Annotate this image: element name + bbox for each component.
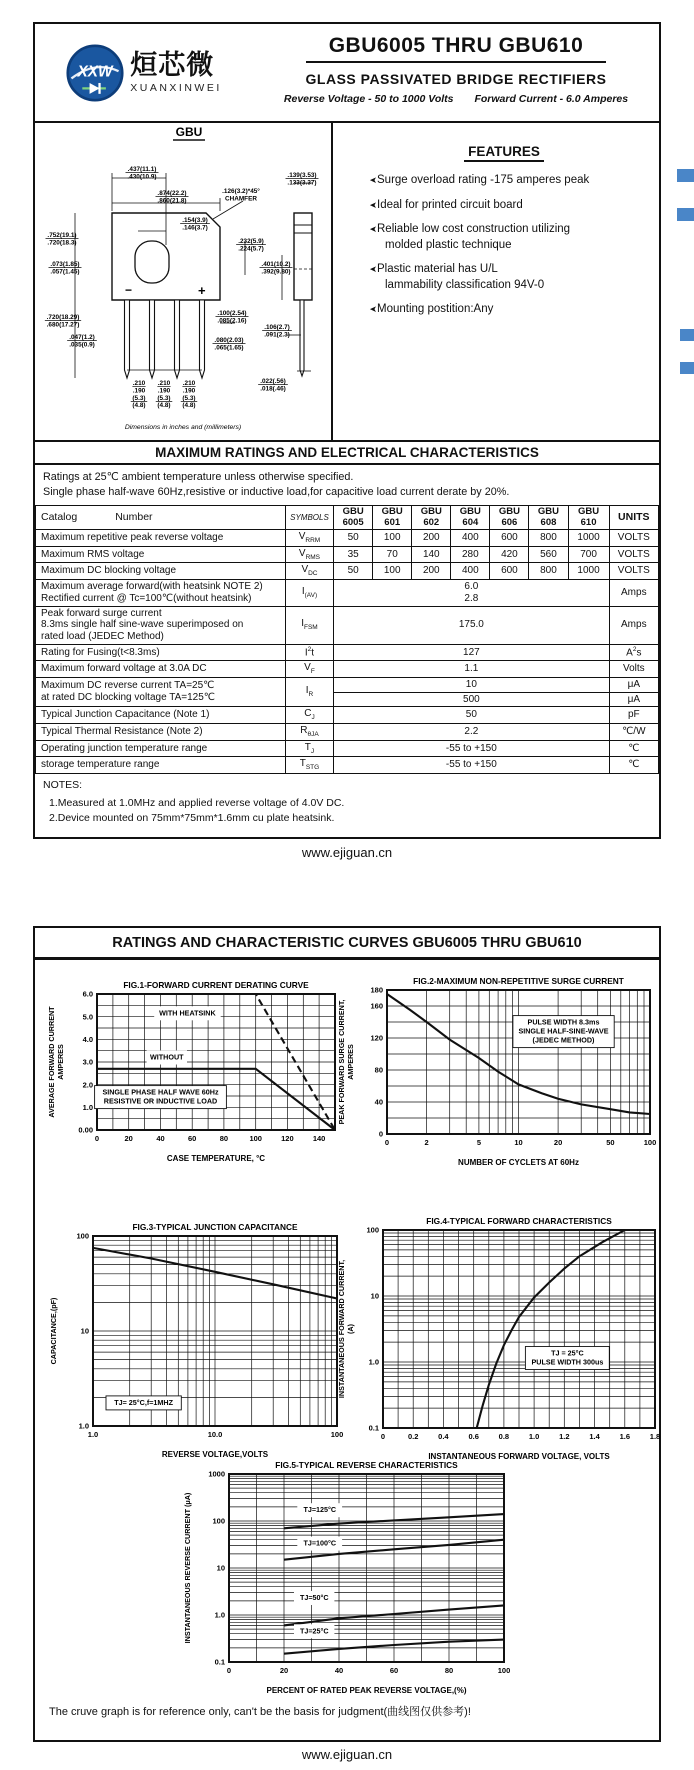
svg-text:(A): (A)	[346, 1324, 355, 1335]
row-unit: Volts	[609, 661, 658, 678]
row-value: 1000	[568, 563, 609, 580]
row-symbol: $T_{STG}$	[285, 757, 333, 774]
svg-text:10: 10	[80, 1326, 89, 1336]
row-symbol: $V_F$	[285, 661, 333, 678]
row-unit: $A^2s$	[609, 644, 658, 660]
svg-text:0.6: 0.6	[468, 1432, 479, 1442]
row-unit: VOLTS	[609, 530, 658, 547]
row-symbol: $C_J$	[285, 707, 333, 724]
table-row	[36, 740, 659, 757]
table-row	[36, 606, 659, 644]
plus-terminal-mark: +	[198, 283, 206, 298]
svg-text:60: 60	[188, 1134, 197, 1144]
row-label: Rating for Fusing(t<8.3ms)	[36, 644, 286, 660]
table-row	[36, 546, 659, 563]
row-unit: Amps	[609, 606, 658, 644]
svg-text:.720(18.3): .720(18.3)	[47, 239, 77, 247]
notes-title: NOTES:	[43, 778, 83, 791]
svg-text:60: 60	[389, 1666, 399, 1676]
highlight-artifact	[677, 169, 694, 182]
features-list	[359, 173, 649, 318]
website-link-bottom[interactable]: www.ejiguan.cn	[301, 1747, 393, 1763]
feature-item: ➤ Plastic material has U/L lammability classification 94V-0	[359, 262, 649, 293]
row-value: 560	[529, 546, 568, 563]
row-label: Maximum average forward(with heatsink NOTE 2) Rectified current @ Tc=100℃(without heatsink)	[36, 579, 286, 606]
svg-text:AVERAGE FORWARD CURRENT: AVERAGE FORWARD CURRENT	[47, 1006, 56, 1118]
curves-section-title: RATINGS AND CHARACTERISTIC CURVES GBU6005 THRU GBU610	[35, 928, 659, 960]
ratings-condition-line2: Single phase half-wave 60Hz,resistive or inductive load,for capacitive load current derate by 20%.	[43, 485, 510, 498]
col-header-symbols: SYMBOLS	[285, 506, 333, 530]
svg-text:INSTANTANEOUS FORWARD VOLTAGE,: INSTANTANEOUS FORWARD VOLTAGE, VOLTS	[428, 1452, 610, 1462]
svg-text:0.1: 0.1	[214, 1657, 225, 1667]
svg-text:.190: .190	[182, 387, 196, 395]
svg-text:.085(2.16): .085(2.16)	[217, 317, 247, 325]
svg-text:160: 160	[370, 1001, 383, 1011]
svg-text:100: 100	[249, 1134, 262, 1144]
svg-text:2.0: 2.0	[82, 1080, 93, 1090]
row-value: -55 to +150	[334, 757, 609, 774]
table-row	[36, 644, 659, 660]
row-symbol: $I_R$	[285, 677, 333, 707]
feature-item: ➤ Ideal for printed circuit board	[359, 198, 649, 214]
features-panel	[333, 123, 659, 440]
arrow-bullet-icon: ➤	[369, 304, 377, 315]
svg-text:100: 100	[212, 1516, 225, 1526]
svg-text:0: 0	[94, 1134, 100, 1144]
row-label: Maximum forward voltage at 3.0A DC	[36, 661, 286, 678]
svg-text:1.8: 1.8	[649, 1432, 661, 1442]
svg-text:INSTANTANEOUS REVERSE CURRENT: INSTANTANEOUS REVERSE CURRENT (μA)	[183, 1492, 192, 1644]
svg-text:NUMBER OF CYCLETS AT 60Hz: NUMBER OF CYCLETS AT 60Hz	[458, 1158, 579, 1168]
svg-text:100: 100	[330, 1430, 344, 1440]
svg-text:(4.8): (4.8)	[132, 402, 146, 410]
svg-text:.752(19.1): .752(19.1)	[47, 232, 77, 239]
row-value: 420	[490, 546, 529, 563]
svg-text:.154(3.9): .154(3.9)	[182, 217, 208, 224]
svg-text:20: 20	[553, 1138, 563, 1148]
ratings-banner: MAXIMUM RATINGS AND ELECTRICAL CHARACTERISTICS	[35, 440, 659, 465]
svg-text:AMPERES: AMPERES	[56, 1044, 65, 1080]
svg-text:CASE TEMPERATURE, °C: CASE TEMPERATURE, °C	[166, 1154, 266, 1164]
svg-text:.190: .190	[132, 387, 146, 395]
table-row	[36, 757, 659, 774]
svg-text:10: 10	[370, 1291, 379, 1301]
highlight-artifact	[680, 362, 694, 374]
svg-text:6.0: 6.0	[82, 989, 93, 999]
svg-text:TJ = 25°C: TJ = 25°C	[551, 1348, 584, 1358]
svg-text:1.6: 1.6	[619, 1432, 631, 1442]
row-value: 100	[373, 530, 412, 547]
svg-text:80: 80	[219, 1134, 229, 1144]
svg-text:5.0: 5.0	[82, 1012, 93, 1022]
table-row	[36, 661, 659, 678]
svg-text:.106(2.7): .106(2.7)	[264, 324, 290, 331]
dimension-lines	[75, 173, 312, 378]
ratings-conditions	[35, 465, 659, 505]
row-value: 600	[490, 530, 529, 547]
arrow-bullet-icon: ➤	[369, 199, 377, 210]
feature-item: ➤ Reliable low cost construction utilizing molded plastic technique	[359, 222, 649, 253]
row-unit: VOLTS	[609, 563, 658, 580]
drawing-caption: Dimensions in inches and (millimeters)	[124, 424, 242, 431]
row-label: storage temperature range	[36, 757, 286, 774]
package-name: GBU	[175, 125, 203, 139]
svg-text:100: 100	[497, 1666, 511, 1676]
svg-text:10: 10	[514, 1138, 523, 1148]
svg-text:0: 0	[378, 1129, 383, 1139]
svg-text:RESISTIVE OR INDUCTIVE LOAD: RESISTIVE OR INDUCTIVE LOAD	[103, 1096, 218, 1106]
svg-text:.430(10.9): .430(10.9)	[127, 173, 157, 181]
row-label: Peak forward surge current 8.3ms single half sine-wave superimposed on rated load (JEDEC Method)	[36, 606, 286, 644]
svg-text:TJ=125°C: TJ=125°C	[303, 1505, 337, 1515]
svg-text:10: 10	[216, 1563, 225, 1573]
svg-text:WITHOUT: WITHOUT	[150, 1052, 184, 1062]
svg-text:.860(21.8): .860(21.8)	[157, 197, 187, 205]
row-symbol: $I_{(AV)}$	[285, 579, 333, 606]
svg-text:10.0: 10.0	[207, 1430, 223, 1440]
row-value: 200	[412, 530, 451, 547]
table-row	[36, 677, 659, 692]
row-value: 400	[451, 530, 490, 547]
col-header-part: GBU 606	[490, 506, 529, 530]
row-value: 35	[334, 546, 373, 563]
svg-text:120: 120	[281, 1134, 294, 1144]
row-value: 800	[529, 530, 568, 547]
svg-text:180: 180	[370, 985, 383, 995]
row-value: 280	[451, 546, 490, 563]
svg-text:.874(22.2): .874(22.2)	[157, 190, 187, 197]
row-symbol: $V_{RMS}$	[285, 546, 333, 563]
electrical-characteristics-table	[35, 505, 659, 774]
svg-text:WITH HEATSINK: WITH HEATSINK	[159, 1008, 216, 1018]
svg-text:(4.8): (4.8)	[182, 402, 196, 410]
svg-text:80: 80	[374, 1065, 383, 1075]
row-value: 600	[490, 563, 529, 580]
svg-text:0: 0	[380, 1432, 386, 1442]
svg-text:.091(2.3): .091(2.3)	[264, 331, 290, 339]
svg-text:.210: .210	[132, 380, 146, 387]
svg-text:1.2: 1.2	[559, 1432, 570, 1442]
svg-text:.210: .210	[157, 380, 171, 387]
svg-text:.680(17.27): .680(17.27)	[46, 321, 80, 329]
datasheet	[0, 22, 694, 1762]
figure-3-junction-capacitance	[47, 1220, 347, 1467]
row-label: Operating junction temperature range	[36, 740, 286, 757]
table-row	[36, 579, 659, 606]
row-value: 500	[334, 692, 609, 707]
svg-text:0: 0	[226, 1666, 232, 1676]
feature-item: ➤ Mounting postition:Any	[359, 302, 649, 318]
svg-text:PULSE WIDTH 300us: PULSE WIDTH 300us	[531, 1357, 604, 1367]
page-1	[33, 22, 661, 839]
row-symbol: $I^2t$	[285, 644, 333, 660]
company-logo	[35, 24, 253, 121]
svg-text:TJ=100°C: TJ=100°C	[303, 1538, 337, 1548]
row-value: -55 to +150	[334, 740, 609, 757]
svg-text:.133(3.37): .133(3.37)	[287, 179, 317, 187]
svg-text:FIG.5-TYPICAL REVERSE CHARACTE: FIG.5-TYPICAL REVERSE CHARACTERISTICS	[275, 1460, 458, 1471]
svg-text:.437(11.1): .437(11.1)	[127, 166, 157, 173]
note-1: 1.Measured at 1.0MHz and applied reverse voltage of 4.0V DC.	[49, 796, 345, 809]
row-value: 6.0 2.8	[334, 579, 609, 606]
svg-text:.080(2.03): .080(2.03)	[214, 337, 244, 344]
row-value: 50	[334, 563, 373, 580]
svg-text:(5.3): (5.3)	[182, 394, 196, 402]
svg-text:SINGLE HALF-SINE-WAVE: SINGLE HALF-SINE-WAVE	[518, 1026, 609, 1036]
table-row	[36, 530, 659, 547]
svg-text:.100(2.54): .100(2.54)	[217, 310, 247, 317]
svg-text:.073(1.85): .073(1.85)	[50, 261, 80, 268]
col-header-part: GBU 6005	[334, 506, 373, 530]
svg-text:REVERSE VOLTAGE,VOLTS: REVERSE VOLTAGE,VOLTS	[161, 1450, 269, 1460]
svg-text:(5.3): (5.3)	[132, 394, 146, 402]
svg-text:3.0: 3.0	[82, 1057, 93, 1067]
features-title: FEATURES	[464, 144, 544, 162]
row-value: 127	[334, 644, 609, 660]
row-symbol: $V_{DC}$	[285, 563, 333, 580]
svg-text:0.4: 0.4	[438, 1432, 449, 1442]
row-value: 50	[334, 530, 373, 547]
svg-text:20: 20	[124, 1134, 133, 1144]
svg-text:0.2: 0.2	[407, 1432, 419, 1442]
page-2	[33, 926, 661, 1742]
col-header-part: GBU 604	[451, 506, 490, 530]
svg-text:100: 100	[643, 1138, 657, 1148]
svg-text:.401(10.2): .401(10.2)	[261, 261, 291, 268]
ratings-condition-line1: Ratings at 25℃ ambient temperature unless otherwise specified.	[43, 471, 354, 483]
svg-text:.065(1.65): .065(1.65)	[214, 344, 244, 352]
ratings-tagline	[253, 93, 659, 105]
svg-text:FIG.4-TYPICAL FORWARD CHARACTE: FIG.4-TYPICAL FORWARD CHARACTERISTICS	[426, 1216, 612, 1227]
svg-text:CHAMFER: CHAMFER	[225, 195, 257, 203]
disclaimer-text: The cruve graph is for reference only, can't be the basis for judgment(曲线图仅供参考)!	[49, 1706, 471, 1719]
svg-text:TJ=50°C: TJ=50°C	[299, 1593, 329, 1603]
minus-terminal-mark: −	[125, 283, 133, 297]
svg-text:.392(9.80): .392(9.80)	[261, 268, 291, 276]
svg-text:(4.8): (4.8)	[157, 402, 171, 410]
svg-text:PEAK FORWARD SURGE CURRENT,: PEAK FORWARD SURGE CURRENT,	[337, 999, 346, 1125]
row-unit: pF	[609, 707, 658, 724]
col-header-part: GBU 601	[373, 506, 412, 530]
product-family-title: GLASS PASSIVATED BRIDGE RECTIFIERS	[305, 71, 607, 87]
svg-text:.035(0.9): .035(0.9)	[69, 341, 95, 349]
header-titles	[253, 24, 659, 121]
forward-current-rating: Forward Current - 6.0 Amperes	[474, 93, 629, 105]
svg-text:.190: .190	[157, 387, 171, 395]
svg-text:FIG.1-FORWARD CURRENT DERATING: FIG.1-FORWARD CURRENT DERATING CURVE	[123, 980, 309, 991]
svg-text:40: 40	[156, 1134, 165, 1144]
highlight-artifact	[680, 329, 694, 341]
table-row	[36, 707, 659, 724]
svg-text:50: 50	[606, 1138, 615, 1148]
figure-5-reverse-characteristics	[181, 1458, 516, 1703]
svg-text:20: 20	[279, 1666, 289, 1676]
row-value: 700	[568, 546, 609, 563]
svg-text:0.1: 0.1	[368, 1423, 379, 1433]
svg-text:.139(3.53): .139(3.53)	[287, 172, 317, 179]
svg-text:1.4: 1.4	[589, 1432, 600, 1442]
svg-text:FIG.2-MAXIMUM NON-REPETITIVE: FIG.2-MAXIMUM NON-REPETITIVE SURGE CURRENT	[413, 976, 624, 987]
svg-text:AMPERES: AMPERES	[346, 1044, 355, 1080]
row-value: 140	[412, 546, 451, 563]
arrow-bullet-icon: ➤	[369, 224, 377, 235]
svg-text:CAPACITANCE,(pF): CAPACITANCE,(pF)	[49, 1297, 58, 1365]
figure-1-forward-current-derating	[45, 978, 345, 1171]
row-label: Maximum RMS voltage	[36, 546, 286, 563]
svg-text:4.0: 4.0	[82, 1035, 93, 1045]
col-header-part: GBU 610	[568, 506, 609, 530]
svg-text:.232(5.9): .232(5.9)	[238, 238, 264, 245]
row-unit: μA	[609, 677, 658, 692]
row-unit: Amps	[609, 579, 658, 606]
row-value: 400	[451, 563, 490, 580]
package-outline-drawing	[35, 123, 331, 435]
col-header-part: GBU 608	[529, 506, 568, 530]
row-value: 2.2	[334, 723, 609, 740]
svg-text:.224(5.7): .224(5.7)	[238, 245, 264, 253]
table-row	[36, 563, 659, 580]
title-underline	[306, 61, 606, 63]
arrow-bullet-icon: ➤	[369, 175, 377, 185]
row-unit: ℃	[609, 757, 658, 774]
row-label: Maximum repetitive peak reverse voltage	[36, 530, 286, 547]
svg-text:0: 0	[384, 1138, 390, 1148]
svg-text:.720(18.29): .720(18.29)	[46, 314, 80, 321]
svg-text:80: 80	[444, 1666, 454, 1676]
package-body-side	[294, 213, 312, 376]
logo-icon	[66, 44, 124, 102]
row-value: 10	[334, 677, 609, 692]
col-header-catalog: Catalog Number	[36, 506, 286, 530]
svg-text:100: 100	[76, 1231, 89, 1241]
row-label: Typical Junction Capacitance (Note 1)	[36, 707, 286, 724]
svg-text:0.8: 0.8	[498, 1432, 510, 1442]
company-name-en: XUANXINWEI	[130, 81, 222, 94]
svg-text:5: 5	[476, 1138, 481, 1148]
svg-text:140: 140	[312, 1134, 326, 1144]
notes-section	[35, 774, 659, 837]
svg-text:(5.3): (5.3)	[157, 394, 171, 402]
header	[35, 24, 659, 123]
svg-text:PERCENT OF RATED PEAK REVERSE: PERCENT OF RATED PEAK REVERSE VOLTAGE,(%)	[266, 1686, 467, 1696]
svg-text:.126(3.2)*45°: .126(3.2)*45°	[222, 188, 260, 195]
svg-text:TJ= 25°C,f=1MHZ: TJ= 25°C,f=1MHZ	[114, 1398, 173, 1408]
part-number-title: GBU6005 THRU GBU610	[328, 34, 584, 57]
package-drawing	[35, 123, 333, 440]
website-link[interactable]: www.ejiguan.cn	[301, 845, 393, 861]
dimension-labels	[45, 166, 319, 409]
svg-text:0.00: 0.00	[78, 1125, 93, 1135]
row-value: 800	[529, 563, 568, 580]
reverse-voltage-range: Reverse Voltage - 50 to 1000 Volts	[283, 93, 454, 105]
svg-text:.210: .210	[182, 380, 196, 387]
row-label: Maximum DC blocking voltage	[36, 563, 286, 580]
svg-text:(JEDEC METHOD): (JEDEC METHOD)	[532, 1035, 595, 1045]
svg-text:1.0: 1.0	[87, 1430, 99, 1440]
row-symbol: $I_{FSM}$	[285, 606, 333, 644]
row-value: 1.1	[334, 661, 609, 678]
svg-text:.057(1.45): .057(1.45)	[50, 268, 80, 276]
package-leads	[125, 300, 205, 378]
row-value: 1000	[568, 530, 609, 547]
col-header-units: UNITS	[609, 506, 658, 530]
row-value: 100	[373, 563, 412, 580]
col-header-part: GBU 602	[412, 506, 451, 530]
row-symbol: $T_J$	[285, 740, 333, 757]
table-row	[36, 723, 659, 740]
svg-text:40: 40	[374, 1097, 383, 1107]
row-unit: VOLTS	[609, 546, 658, 563]
svg-text:TJ=25°C: TJ=25°C	[299, 1626, 329, 1636]
svg-text:120: 120	[370, 1033, 383, 1043]
row-value: 175.0	[334, 606, 609, 644]
row-unit: μA	[609, 692, 658, 707]
row-unit: ℃	[609, 740, 658, 757]
svg-text:PULSE WIDTH 8.3ms: PULSE WIDTH 8.3ms	[527, 1017, 600, 1027]
drawing-and-features	[35, 123, 659, 440]
svg-text:1.0: 1.0	[528, 1432, 540, 1442]
svg-text:1000: 1000	[208, 1469, 225, 1479]
note-2: 2.Device mounted on 75mm*75mm*1.6mm cu plate heatsink.	[49, 812, 335, 825]
svg-text:SINGLE PHASE HALF WAVE 60Hz: SINGLE PHASE HALF WAVE 60Hz	[102, 1087, 219, 1097]
svg-text:XXW: XXW	[77, 63, 113, 81]
svg-text:100: 100	[366, 1225, 379, 1235]
figure-2-surge-current	[335, 974, 660, 1175]
company-name-cn: 烜芯微	[130, 49, 215, 80]
svg-text:.018(.46): .018(.46)	[260, 385, 286, 393]
table-header-row	[36, 506, 659, 530]
feature-item: ➤ Surge overload rating -175 amperes peak	[359, 173, 649, 189]
svg-text:.146(3.7): .146(3.7)	[182, 224, 208, 232]
figure-4-forward-characteristics	[335, 1214, 667, 1469]
svg-text:.022(.56): .022(.56)	[260, 378, 286, 385]
row-symbol: $R_{\theta JA}$	[285, 723, 333, 740]
svg-text:1.0: 1.0	[78, 1421, 89, 1431]
svg-text:40: 40	[334, 1666, 344, 1676]
arrow-bullet-icon: ➤	[369, 264, 377, 275]
row-unit: ℃/W	[609, 723, 658, 740]
svg-text:1.0: 1.0	[368, 1357, 379, 1367]
svg-text:2: 2	[424, 1138, 429, 1148]
highlight-artifact	[677, 208, 694, 221]
row-value: 200	[412, 563, 451, 580]
svg-text:INSTANTANEOUS FORWARD CURRENT,: INSTANTANEOUS FORWARD CURRENT,	[337, 1260, 346, 1399]
svg-text:1.0: 1.0	[214, 1610, 225, 1620]
row-symbol: $V_{RRM}$	[285, 530, 333, 547]
row-label: Typical Thermal Resistance (Note 2)	[36, 723, 286, 740]
svg-text:.047(1.2): .047(1.2)	[69, 334, 95, 341]
row-value: 70	[373, 546, 412, 563]
row-label: Maximum DC reverse current TA=25℃ at rated DC blocking voltage TA=125℃	[36, 677, 286, 707]
mounting-hole	[135, 241, 169, 283]
svg-text:FIG.3-TYPICAL JUNCTION CAPACIT: FIG.3-TYPICAL JUNCTION CAPACITANCE	[132, 1222, 298, 1233]
svg-text:1.0: 1.0	[82, 1103, 93, 1113]
row-value: 50	[334, 707, 609, 724]
